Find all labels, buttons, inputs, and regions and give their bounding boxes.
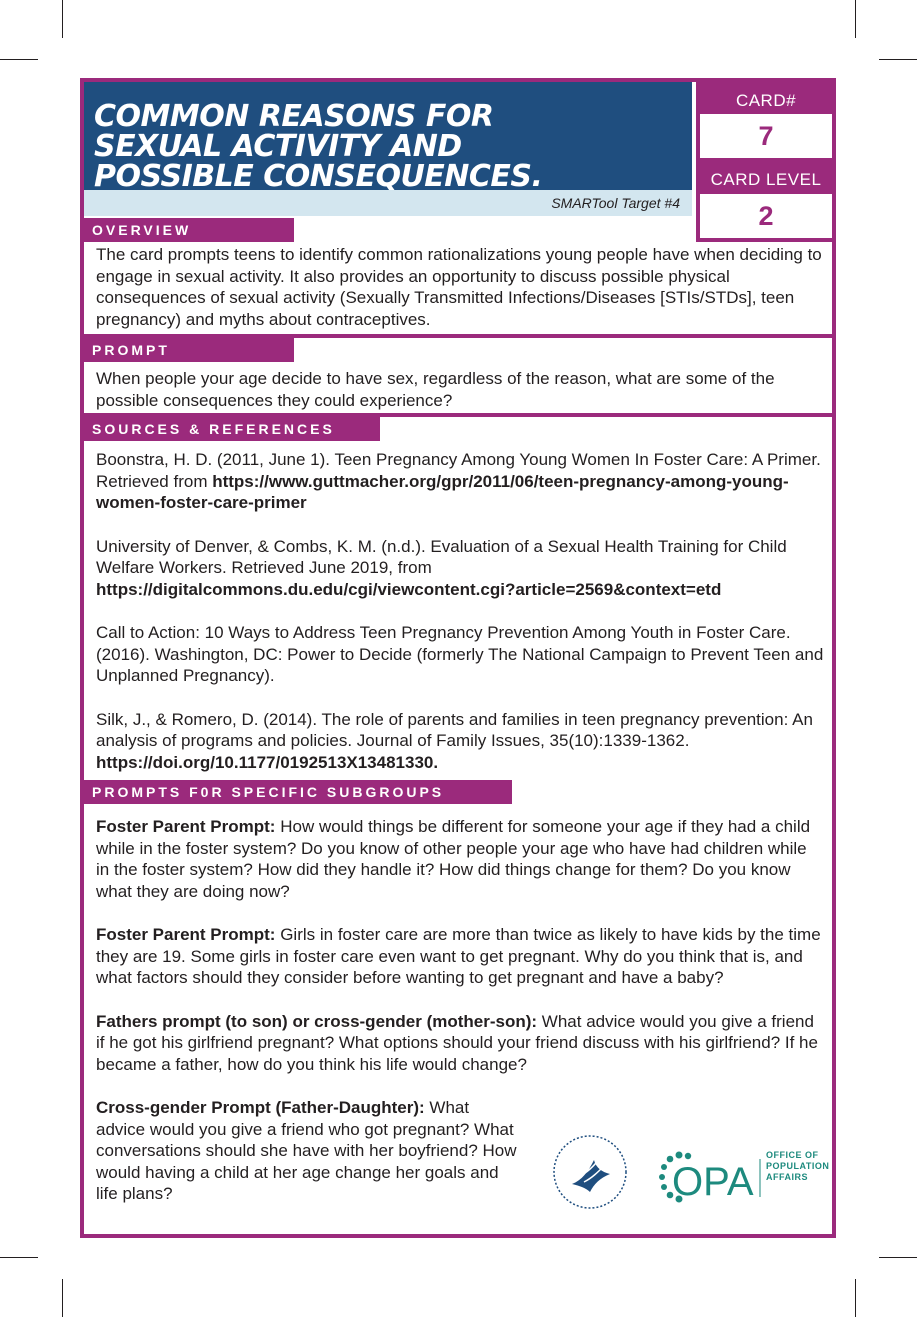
opa-text-line: OFFICE OF	[766, 1150, 819, 1160]
crop-mark	[879, 59, 917, 60]
crop-mark	[855, 1279, 856, 1317]
title-banner	[84, 82, 692, 190]
reference-link[interactable]: https://www.guttmacher.org/gpr/2011/06/teen-pregnancy-among-young-women-foster-care-primer	[96, 471, 789, 512]
title-line: COMMON REASONS FOR	[94, 99, 494, 134]
subgroup-prompt: Foster Parent Prompt: Girls in foster care are more than twice as likely to have kids by the time they are 19. Some girls in foster care even want to get pregnant. Why do you think that is, and what factors should they consider before wanting to get pregnant and have a baby?	[96, 925, 821, 987]
reference-link[interactable]: https://doi.org/10.1177/0192513X13481330.	[96, 752, 439, 772]
opa-text-line: POPULATION	[766, 1161, 830, 1171]
subgroups-heading: PROMPTS F0R SPECIFIC SUBGROUPS	[84, 780, 512, 804]
reference-item: Boonstra, H. D. (2011, June 1). Teen Pregnancy Among Young Women In Foster Care: A Primer. Retrieved from https://www.guttmacher.org/gpr/2011/06/teen-pregnancy-among-young-women-foster-care-primer	[96, 450, 821, 512]
target-band	[84, 190, 692, 216]
crop-mark	[0, 59, 38, 60]
prompt-heading: PROMPT	[84, 338, 294, 362]
sources-list	[96, 449, 824, 795]
card-title	[94, 99, 543, 190]
reference-item: Call to Action: 10 Ways to Address Teen Pregnancy Prevention Among Youth in Foster Care. (2016). Washington, DC: Power to Decide (formerly The National Campaign to Prevent Teen and Unplanned Pregnancy).	[96, 623, 824, 685]
subgroup-prompt: Foster Parent Prompt: How would things be different for someone your age if they had a child while in the foster system? Do you know of other people your age who have had children while in the foster system? How did they handle it? How did things change for them? Do you know what they are doing now?	[96, 817, 811, 901]
smartool-target: SMARTool Target #4	[551, 195, 680, 211]
card-level: 2	[700, 194, 832, 238]
crop-mark	[0, 1257, 38, 1258]
subgroup-prompt: Fathers prompt (to son) or cross-gender (mother-son): What advice would you give a friend if he got his girlfriend pregnant? What options should your friend discuss with his girlfriend? If he became a father, how do you think his life would change?	[96, 1011, 818, 1074]
reference-item: University of Denver, & Combs, K. M. (n.d.). Evaluation of a Sexual Health Training for Child Welfare Workers. Retrieved June 2019, from https://digitalcommons.du.edu/cgi/viewcontent.cgi?article=2569&context=etd	[96, 536, 787, 599]
card-info-panel	[696, 82, 836, 242]
card-number-label: CARD#	[735, 91, 797, 110]
title-line: SEXUAL ACTIVITY AND	[94, 129, 462, 164]
crop-mark	[879, 1257, 917, 1258]
overview-heading: OVERVIEW	[84, 218, 294, 242]
prompt-text: When people your age decide to have sex, regardless of the reason, what are some of the possible consequences they could experience?	[96, 369, 775, 410]
reference-link[interactable]: https://digitalcommons.du.edu/cgi/viewcontent.cgi?article=2569&context=etd	[96, 579, 722, 599]
hhs-seal-icon	[550, 1132, 630, 1212]
sources-heading: SOURCES & REFERENCES	[84, 417, 380, 441]
reference-item: Silk, J., & Romero, D. (2014). The role of parents and families in teen pregnancy prevention: An analysis of programs and policies. Journal of Family Issues, 35(10):1339-1362. https://doi.org/10.1177/0192513X13481330.	[96, 709, 813, 772]
opa-text	[766, 1150, 829, 1183]
card	[80, 78, 836, 1238]
card-number: 7	[700, 114, 832, 158]
overview-text: The card prompts teens to identify common rationalizations young people have when deciding to engage in sexual activity. It also provides an opportunity to discuss possible physical consequences of sexual activity (Sexually Transmitted Infections/Diseases [STIs/STDs], teen pregnancy) and myths about contraceptives.	[96, 245, 822, 329]
card-level-label: CARD LEVEL	[710, 170, 822, 189]
title-line: POSSIBLE CONSEQUENCES.	[94, 159, 543, 190]
crop-mark	[855, 0, 856, 38]
opa-mark: OPA	[672, 1160, 754, 1204]
subgroup-prompt: Cross-gender Prompt (Father-Daughter): What advice would you give a friend who got pregnant? What conversations should she have with her boyfriend? How would having a child at her age change her goals and life plans?	[96, 1098, 517, 1203]
opa-text-line: AFFAIRS	[766, 1172, 809, 1182]
crop-mark	[62, 0, 63, 38]
crop-mark	[62, 1279, 63, 1317]
